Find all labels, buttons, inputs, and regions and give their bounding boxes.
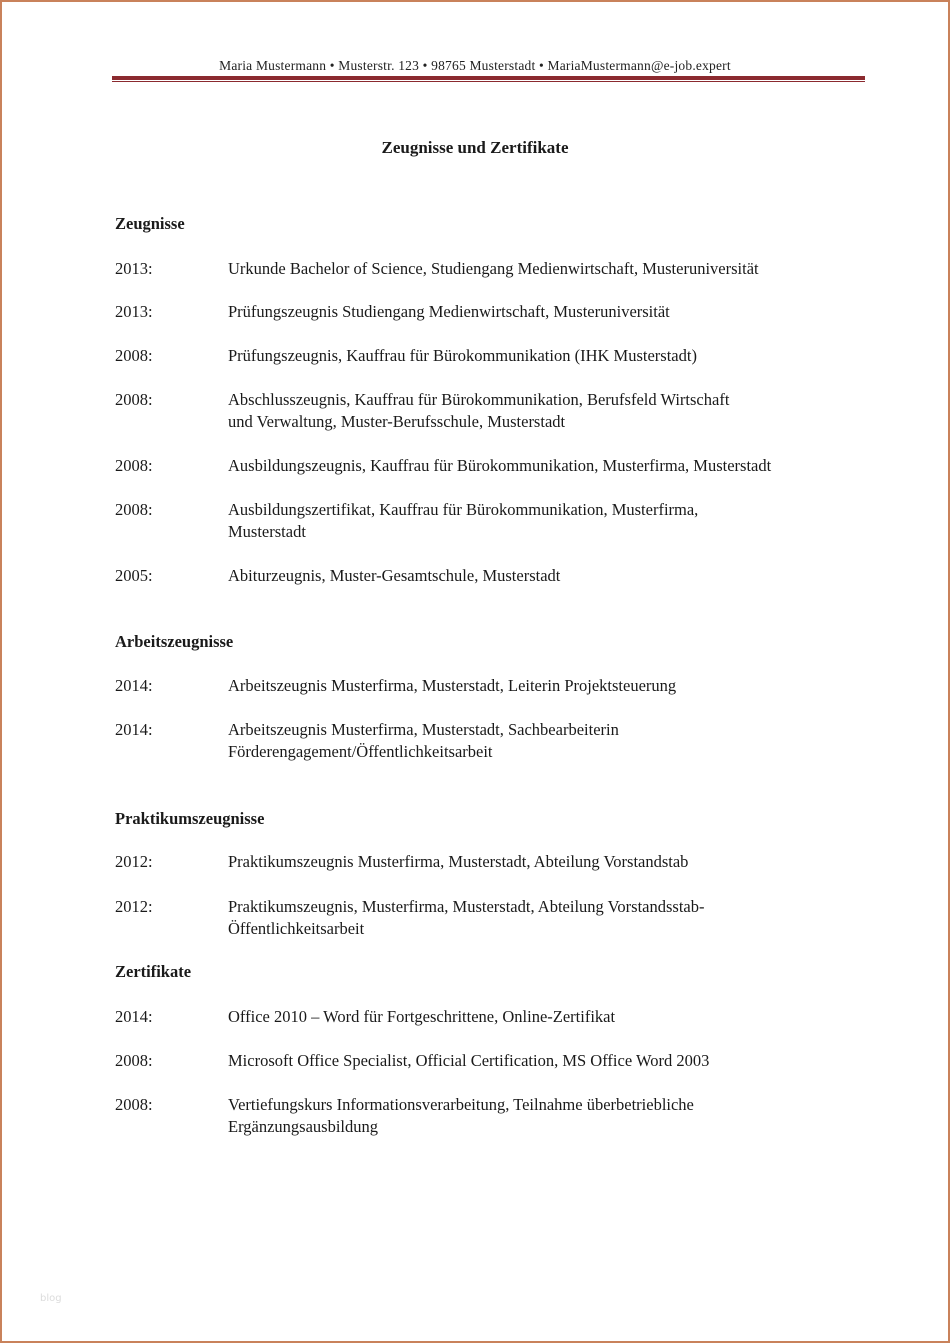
entry-text: Prüfungszeugnis Studiengang Medienwirtschaft, Musteruniversität: [228, 302, 670, 321]
entry-text-continued: Musterstadt: [228, 522, 306, 541]
entry-text: Abiturzeugnis, Muster-Gesamtschule, Musterstadt: [228, 566, 561, 585]
entry-text: Vertiefungskurs Informationsverarbeitung, Teilnahme überbetriebliche: [228, 1095, 694, 1114]
entry-text: Abschlusszeugnis, Kauffrau für Bürokommunikation, Berufsfeld Wirtschaft: [228, 390, 730, 409]
entry-text-continued: Förderengagement/Öffentlichkeitsarbeit: [228, 742, 493, 761]
entry-year: 2014:: [115, 1007, 153, 1026]
entry-year: 2008:: [115, 456, 153, 475]
entry-text-continued: Ergänzungsausbildung: [228, 1117, 379, 1136]
watermark: blog: [40, 1293, 62, 1304]
entry-year: 2014:: [115, 720, 153, 739]
entry-year: 2013:: [115, 302, 153, 321]
section-heading-zeugnisse: Zeugnisse: [115, 214, 185, 233]
entry-text: Urkunde Bachelor of Science, Studiengang Medienwirtschaft, Musteruniversität: [228, 259, 759, 278]
entry-text: Office 2010 – Word für Fortgeschrittene, Online-Zertifikat: [228, 1007, 616, 1026]
entry-text: Praktikumszeugnis, Musterfirma, Musterstadt, Abteilung Vorstandsstab-: [228, 897, 705, 916]
contact-header: Maria Mustermann • Musterstr. 123 • 98765 Musterstadt • MariaMustermann@e-job.expert: [219, 58, 731, 73]
entry-year: 2008:: [115, 1095, 153, 1114]
page-title: Zeugnisse und Zertifikate: [381, 138, 569, 157]
entry-text: Ausbildungszertifikat, Kauffrau für Bürokommunikation, Musterfirma,: [228, 500, 699, 519]
entry-year: 2012:: [115, 852, 153, 871]
entry-year: 2008:: [115, 1051, 153, 1070]
entry-year: 2012:: [115, 897, 153, 916]
entry-year: 2014:: [115, 676, 153, 695]
entry-year: 2008:: [115, 346, 153, 365]
header-rule-thin: [112, 81, 865, 82]
entry-text: Praktikumszeugnis Musterfirma, Musterstadt, Abteilung Vorstandstab: [228, 852, 689, 871]
entry-year: 2013:: [115, 259, 153, 278]
section-heading-arbeitszeugnisse: Arbeitszeugnisse: [115, 632, 234, 651]
section-heading-zertifikate: Zertifikate: [115, 962, 192, 981]
section-heading-praktikumszeugnisse: Praktikumszeugnisse: [115, 809, 265, 828]
entry-year: 2008:: [115, 500, 153, 519]
entry-year: 2008:: [115, 390, 153, 409]
entry-text: Microsoft Office Specialist, Official Certification, MS Office Word 2003: [228, 1051, 710, 1070]
header-rule: [112, 76, 865, 80]
entry-text: Ausbildungszeugnis, Kauffrau für Bürokommunikation, Musterfirma, Musterstadt: [228, 456, 772, 475]
entry-text: Arbeitszeugnis Musterfirma, Musterstadt, Sachbearbeiterin: [228, 720, 619, 739]
entry-text: Prüfungszeugnis, Kauffrau für Bürokommunikation (IHK Musterstadt): [228, 346, 697, 365]
entry-text-continued: Öffentlichkeitsarbeit: [228, 919, 365, 938]
entry-year: 2005:: [115, 566, 153, 585]
entry-text-continued: und Verwaltung, Muster-Berufsschule, Musterstadt: [228, 412, 566, 431]
entry-text: Arbeitszeugnis Musterfirma, Musterstadt, Leiterin Projektsteuerung: [228, 676, 677, 695]
